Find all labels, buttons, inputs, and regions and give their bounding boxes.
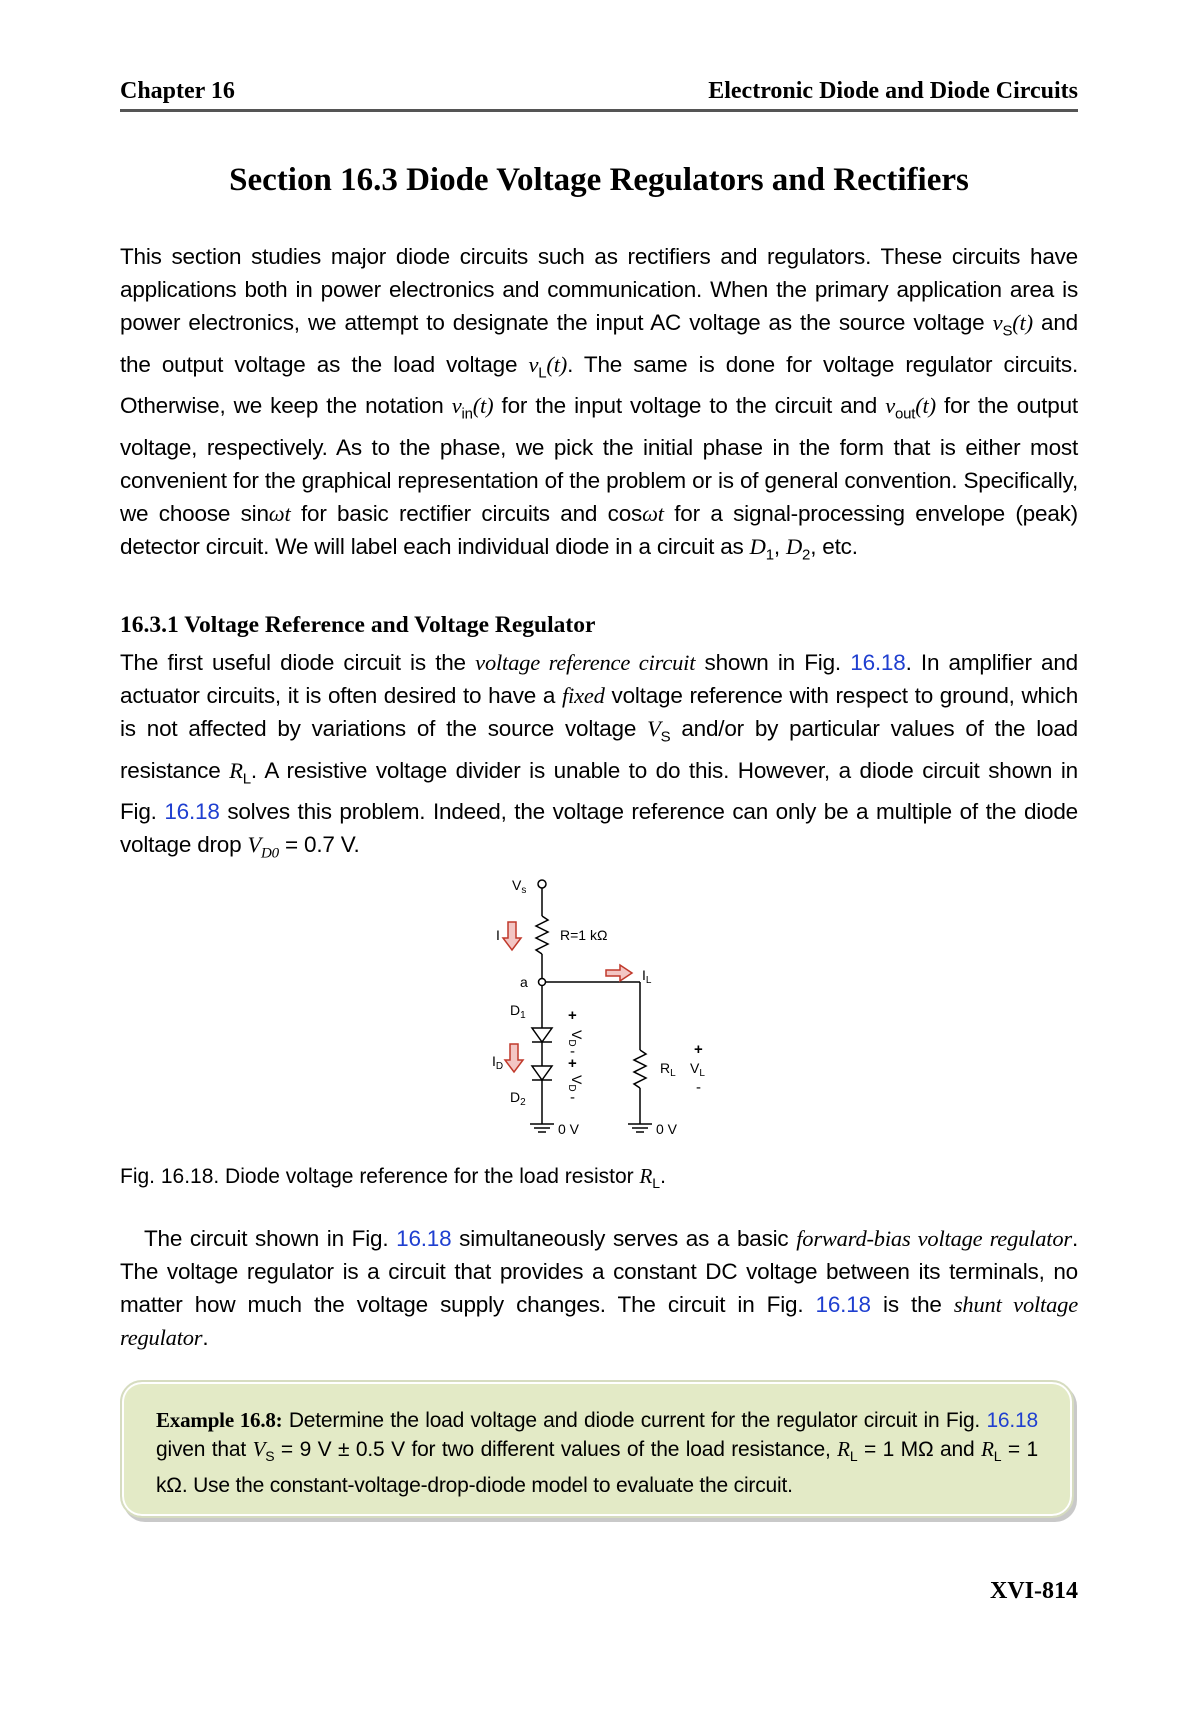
intro-text: . The same is done for voltage regulator circuits. Otherwise, we keep the notation — [120, 351, 1078, 418]
current-id-arrow — [505, 1044, 523, 1072]
math-equation: = 0.7 V. — [278, 832, 360, 857]
circuit-diagram — [120, 870, 1078, 1160]
math-sub: L — [849, 1448, 858, 1465]
figure-link[interactable]: 16.18 — [164, 799, 220, 824]
intro-text: , etc. — [810, 533, 858, 559]
d2-label: $D_2$ — [510, 1089, 526, 1108]
circuit-figure — [120, 870, 1078, 1160]
example-body: for two different values of the load resistance, — [404, 1438, 838, 1461]
ground-icon — [530, 1124, 554, 1132]
current-il-label: $I_L$ — [642, 967, 652, 986]
current-il-arrow — [606, 965, 632, 981]
intro-text: This section studies major diode circuits such as rectifiers and regulators. These circuits have applications both in power electronics and communication. When the primary application area is power electronics, we attempt to designate the input AC voltage as the source voltage — [120, 244, 1078, 335]
math-sub: D0 — [261, 845, 279, 862]
vl-plus: + — [694, 1041, 703, 1058]
body-text: solves this problem. Indeed, the voltage reference can only be a multiple of the diode voltage drop — [120, 799, 1078, 857]
math-symbol: R — [229, 757, 243, 783]
figure-link[interactable]: 16.18 — [850, 650, 906, 675]
math-symbol: ωt — [268, 500, 291, 526]
caption-text: Fig. 16.18. Diode voltage reference for the load resistor — [120, 1165, 640, 1188]
running-head — [120, 78, 1078, 112]
vd2-minus: - — [570, 1089, 575, 1106]
subsection-title: 16.3.1 Voltage Reference and Voltage Regulator — [120, 612, 596, 638]
current-i-arrow — [503, 922, 521, 950]
emphasis-text: shunt voltage regulator — [120, 1292, 1078, 1350]
intro-text: for the output voltage, respectively. As to the phase, we pick the initial phase in the form that is either most convenient for the graphical representation of the problem or is of general convention. Specifically, we choose — [120, 393, 1078, 526]
resistor-rl — [634, 1050, 646, 1088]
math-symbol: v — [528, 351, 539, 377]
body-text: . In amplifier and actuator circuits, it is often desired to have a — [120, 650, 1078, 708]
body-text: The first useful diode circuit is the — [120, 650, 476, 675]
math-sub: out — [895, 405, 916, 423]
example-label: Example 16.8: — [156, 1408, 283, 1432]
math-sub: L — [242, 770, 251, 787]
figure-link[interactable]: 16.18 — [396, 1226, 452, 1251]
body-text: simultaneously serves as a basic — [451, 1226, 797, 1251]
caption-text: . — [660, 1165, 666, 1188]
ground-label-1: 0 V — [558, 1121, 580, 1137]
reference-paragraph — [120, 646, 1078, 871]
current-id-label: $I_D$ — [492, 1053, 504, 1072]
intro-text: , — [773, 533, 786, 559]
math-symbol: D — [785, 533, 803, 559]
math-symbol: ωt — [642, 500, 664, 526]
resistor-r — [536, 916, 548, 954]
math-func: sin — [240, 500, 269, 526]
body-text: The circuit shown in Fig. — [144, 1226, 397, 1251]
diode-d2 — [532, 1066, 552, 1080]
example-body: . Use the constant-voltage-drop-diode model to evaluate the circuit. — [181, 1474, 793, 1498]
figure-link[interactable]: 16.18 — [986, 1409, 1038, 1432]
chapter-label: Chapter 16 — [120, 78, 235, 104]
example-body: Determine the load voltage and diode current for the regulator circuit in Fig. — [282, 1409, 987, 1432]
math-sub: L — [993, 1448, 1002, 1465]
math-symbol: v — [451, 393, 462, 418]
resistor-r-label: R=1 kΩ — [560, 927, 608, 943]
math-sub: L — [538, 364, 547, 381]
math-symbol: R — [981, 1437, 994, 1461]
math-sub: S — [1002, 322, 1013, 340]
vs-label: $V_s$ — [512, 877, 527, 896]
node-a — [539, 979, 546, 986]
math-sub: 1 — [765, 546, 774, 563]
intro-paragraph — [120, 240, 1078, 571]
diode-d1 — [532, 1028, 552, 1042]
intro-text: and the output voltage as the load voltage — [120, 310, 1078, 377]
emphasis-text: voltage reference circuit — [475, 650, 696, 675]
body-text: voltage reference with respect to ground, which is not affected by variations of the source voltage — [120, 683, 1079, 741]
math-sub: L — [652, 1175, 661, 1192]
body-text: . The voltage regulator is a circuit that provides a constant DC voltage between its terminals, no matter how much the voltage supply changes. The circuit in Fig. — [120, 1226, 1079, 1317]
example-box — [120, 1380, 1074, 1518]
body-text: is the — [870, 1292, 954, 1317]
figure-caption — [120, 1164, 666, 1191]
vd1-minus: - — [570, 1043, 575, 1060]
ground-label-2: 0 V — [656, 1121, 678, 1137]
source-terminal — [538, 880, 546, 888]
emphasis-text: forward-bias voltage regulator — [796, 1226, 1072, 1251]
math-symbol: v — [992, 310, 1003, 335]
regulator-paragraph — [120, 1222, 1078, 1354]
math-func: cos — [607, 500, 643, 526]
math-symbol: v — [885, 393, 895, 418]
math-sub: 2 — [802, 546, 811, 563]
example-text — [156, 1406, 1038, 1500]
section-title: Section 16.3 Diode Voltage Regulators and Rectifiers — [229, 162, 969, 198]
math-arg: (t) — [472, 393, 494, 418]
math-arg: (t) — [915, 393, 936, 418]
vd1-label: $V_D$ — [566, 1030, 585, 1047]
math-arg: (t) — [1012, 310, 1033, 335]
math-symbol: V — [252, 1437, 266, 1461]
ground-icon — [628, 1124, 652, 1132]
rl-label: $R_L$ — [660, 1060, 676, 1079]
vl-minus: - — [696, 1079, 701, 1096]
example-body: given that — [156, 1438, 253, 1461]
math-symbol: R — [837, 1437, 850, 1461]
math-symbol: R — [639, 1164, 653, 1188]
intro-text: for a signal-processing envelope (peak) detector circuit. We will label each individual diode in a circuit as — [120, 500, 1078, 559]
vd2-label: $V_D$ — [566, 1075, 585, 1092]
math-sub: S — [265, 1448, 275, 1465]
current-i-label: I — [496, 927, 500, 943]
math-value: = 9 V ± 0.5 V — [274, 1438, 405, 1461]
math-symbol: V — [647, 716, 661, 741]
body-text: . — [202, 1325, 209, 1350]
body-text: shown in Fig. — [695, 650, 851, 675]
math-value: = 1 MΩ — [857, 1438, 934, 1461]
vd1-plus: + — [568, 1007, 577, 1024]
intro-text: for basic rectifier circuits and — [290, 500, 608, 526]
math-sub: in — [461, 405, 473, 423]
page-number: XVI-814 — [990, 1578, 1078, 1604]
chapter-title: Electronic Diode and Diode Circuits — [708, 78, 1078, 104]
emphasis-text: fixed — [562, 683, 605, 708]
node-a-label: a — [520, 974, 528, 990]
body-text: . A resistive voltage divider is unable to do this. However, a diode circuit shown in Fig. — [120, 757, 1078, 824]
vl-label: $V_L$ — [690, 1060, 705, 1079]
vd2-plus: + — [568, 1055, 577, 1072]
math-symbol: D — [749, 533, 766, 559]
math-value: = 1 kΩ — [156, 1438, 1038, 1498]
d1-label: $D_1$ — [510, 1002, 526, 1021]
figure-link[interactable]: 16.18 — [815, 1292, 871, 1317]
intro-text: for the input voltage to the circuit and — [493, 393, 886, 418]
body-text: and/or by particular values of the load resistance — [120, 716, 1078, 783]
math-sub: S — [660, 728, 671, 746]
math-symbol: V — [247, 832, 262, 857]
math-arg: (t) — [546, 351, 568, 377]
example-body: and — [933, 1438, 982, 1461]
